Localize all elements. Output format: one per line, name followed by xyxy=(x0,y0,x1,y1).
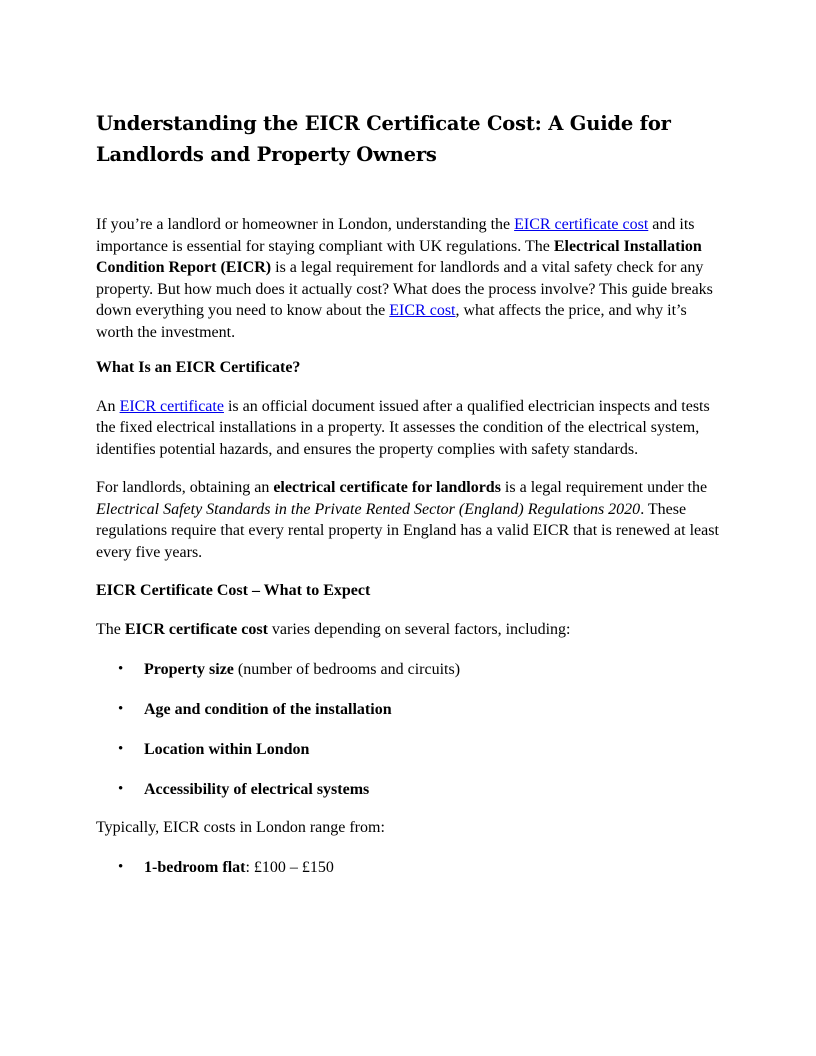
s1p2-bold: electrical certificate for landlords xyxy=(273,479,501,496)
landlords-paragraph xyxy=(96,477,722,563)
price-bold: 1-bedroom flat xyxy=(144,859,246,876)
s1p2-text-2: is a legal requirement under the xyxy=(500,479,708,496)
section-heading-what-is-eicr: What Is an EICR Certificate? xyxy=(96,359,301,376)
price-list xyxy=(96,857,722,879)
eicr-certificate-link[interactable]: EICR certificate xyxy=(119,397,224,415)
typical-costs-paragraph: Typically, EICR costs in London range from: xyxy=(96,819,385,836)
eicr-certificate-cost-link[interactable]: EICR certificate cost xyxy=(514,216,649,233)
bullet-icon: • xyxy=(118,700,124,717)
list-item xyxy=(96,739,722,761)
price-rest: : £100 – £150 xyxy=(245,859,334,876)
bullet-icon: • xyxy=(118,740,124,757)
intro-text-4: , what affects the price, and why it’s worth the investment. xyxy=(96,302,687,341)
s2p1-text-1: The xyxy=(96,620,125,638)
s1p2-text-3: . These regulations require that every rental property in England has a valid EICR that is renewed at least every five years. xyxy=(96,500,719,561)
bullet-icon: • xyxy=(118,660,124,677)
factor-bold: Property size xyxy=(144,660,234,678)
intro-bold-eicr: Electrical Installation Condition Report (EICR) xyxy=(96,237,702,276)
intro-text-1: If you’re a landlord or homeowner in London, understanding the xyxy=(96,216,515,233)
bullet-icon: • xyxy=(118,859,124,875)
list-item xyxy=(96,857,722,879)
list-item xyxy=(96,779,722,801)
factor-bold: Age and condition of the installation xyxy=(144,700,392,718)
cost-factors-list xyxy=(96,659,722,801)
what-is-eicr-paragraph xyxy=(96,396,722,461)
section-heading-cost: EICR Certificate Cost – What to Expect xyxy=(96,582,371,599)
s1p1-text-2: is an official document issued after a qualified electrician inspects and tests the fixed electrical installations in a property. It assesses the condition of the electrical system, identifies potential hazards, and ensures the property complies with safety standards. xyxy=(96,397,710,458)
s1p2-text-1: For landlords, obtaining an xyxy=(96,479,274,496)
intro-text-2: and its importance is essential for staying compliant with UK regulations. The xyxy=(96,216,695,255)
s1p2-regulation-italic: Electrical Safety Standards in the Private Rented Sector (England) Regulations 2020 xyxy=(96,500,641,518)
list-item xyxy=(96,659,722,681)
s2p1-text-2: varies depending on several factors, including: xyxy=(267,620,571,638)
eicr-cost-link[interactable]: EICR cost xyxy=(389,302,456,319)
factor-bold: Accessibility of electrical systems xyxy=(144,780,370,798)
cost-intro-paragraph xyxy=(96,619,722,641)
factor-rest: (number of bedrooms and circuits) xyxy=(233,660,461,678)
factor-bold: Location within London xyxy=(144,740,310,758)
s2p1-bold: EICR certificate cost xyxy=(124,620,268,638)
document-title: Understanding the EICR Certificate Cost: A Guide for Landlords and Property Owners xyxy=(96,112,671,166)
list-item xyxy=(96,699,722,721)
document-page xyxy=(96,108,722,879)
s1p1-text-1: An xyxy=(96,397,120,415)
intro-paragraph xyxy=(96,214,722,343)
bullet-icon: • xyxy=(118,780,124,797)
intro-text-3: is a legal requirement for landlords and a vital safety check for any property. But how much does it actually cost? What does the process involve? This guide breaks down everything you need to know about the xyxy=(96,259,713,319)
